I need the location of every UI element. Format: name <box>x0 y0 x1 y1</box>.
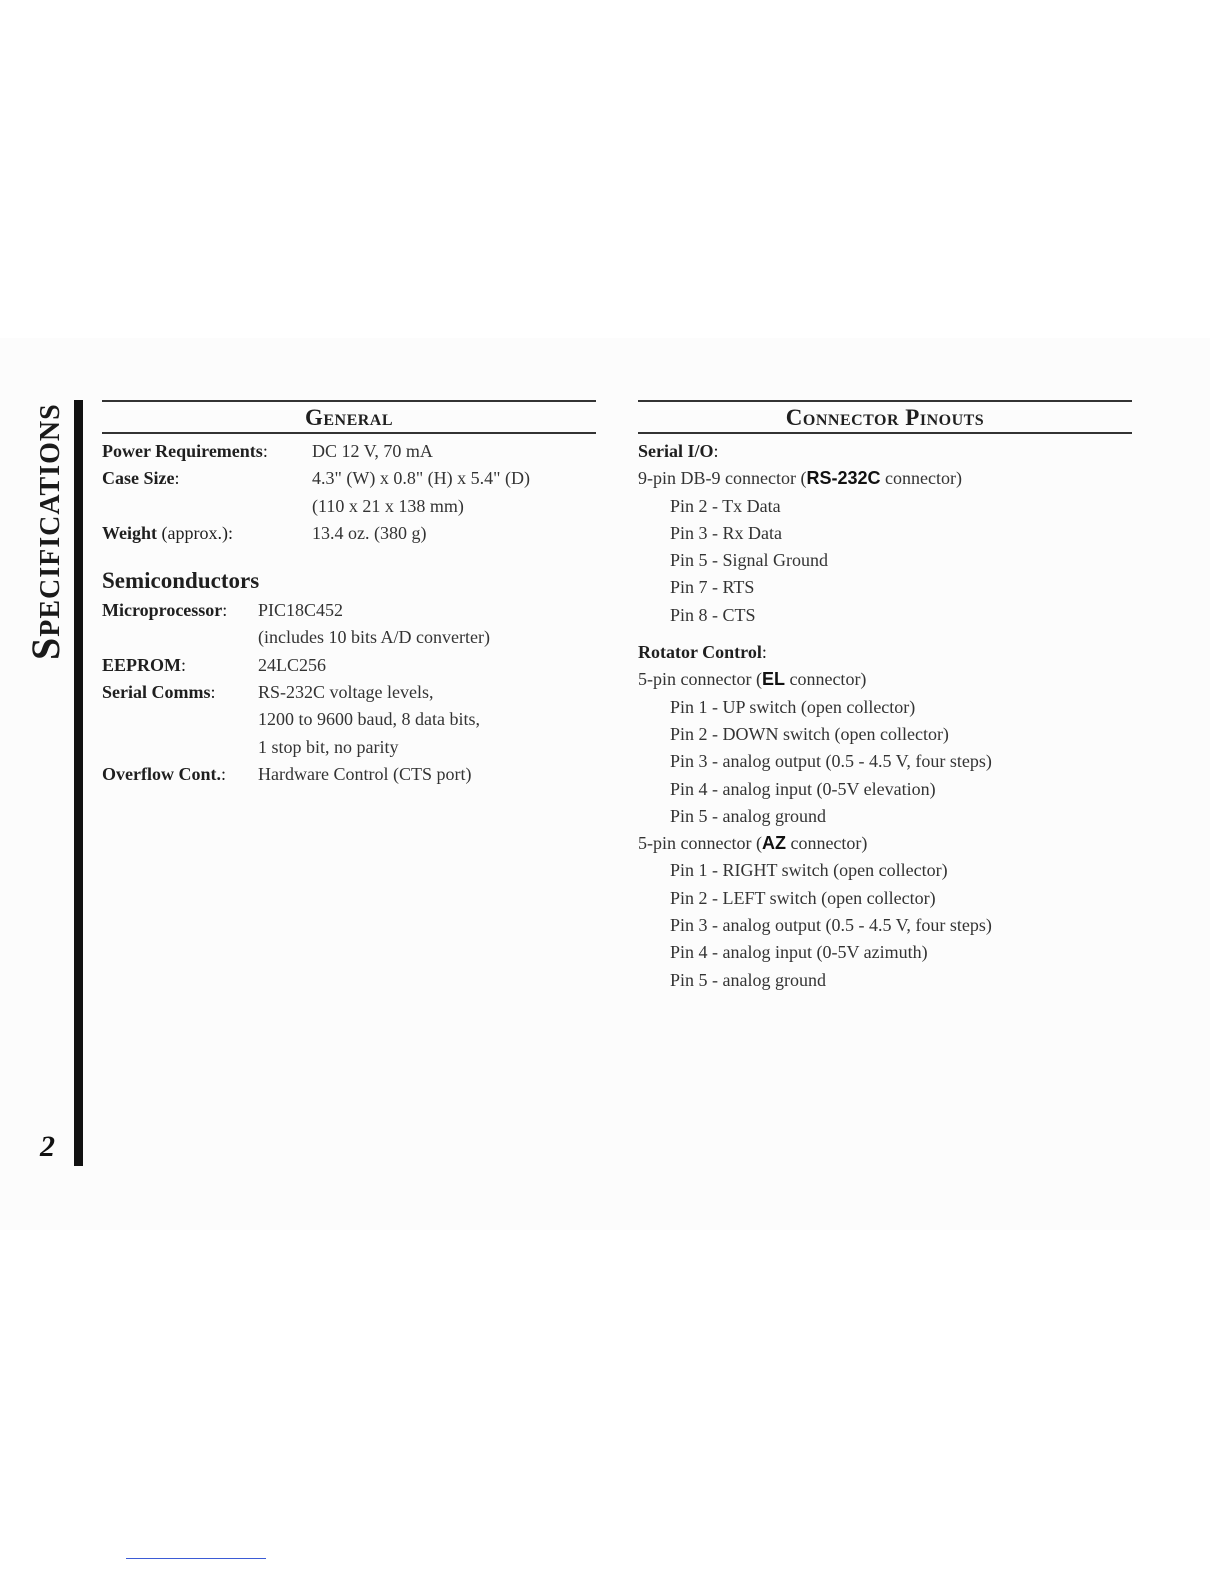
spec-label: Case Size <box>102 468 175 489</box>
spec-row-eeprom: EEPROM: 24LC256 <box>102 652 596 679</box>
serial-connector-line: 9-pin DB-9 connector (RS-232C connector) <box>638 468 962 489</box>
pin-item: Pin 2 - Tx Data <box>670 495 781 516</box>
connector-pinouts-heading: Connector Pinouts <box>638 400 1132 434</box>
spec-label: Overflow Cont. <box>102 763 221 784</box>
pin-item: Pin 2 - DOWN switch (open collector) <box>670 723 949 744</box>
pin-item: Pin 3 - analog output (0.5 - 4.5 V, four steps) <box>670 751 992 772</box>
rotator-control-heading: Rotator Control: <box>638 642 767 663</box>
pin-item: Pin 3 - analog output (0.5 - 4.5 V, four steps) <box>670 915 992 936</box>
az-connector-line: 5-pin connector (AZ connector) <box>638 833 868 854</box>
spec-value: (110 x 21 x 138 mm) <box>312 495 464 516</box>
pin-item: Pin 4 - analog input (0-5V elevation) <box>670 778 936 799</box>
spec-label: Power Requirements <box>102 441 263 461</box>
pin-item: Pin 1 - RIGHT switch (open collector) <box>670 860 948 881</box>
spec-label: EEPROM <box>102 654 181 675</box>
spec-value: 1200 to 9600 baud, 8 data bits, <box>258 709 480 730</box>
spec-value: DC 12 V, 70 mA <box>312 441 433 461</box>
pin-item: Pin 2 - LEFT switch (open collector) <box>670 887 936 908</box>
general-heading: General <box>102 400 596 434</box>
pin-item: Pin 5 - Signal Ground <box>670 550 829 571</box>
spec-row-serial-comms: Serial Comms: RS-232C voltage levels, 1200 to 9600 baud, 8 data bits, 1 stop bit, no parity <box>102 679 596 761</box>
spec-value: (includes 10 bits A/D converter) <box>258 627 490 648</box>
pin-item: Pin 5 - analog ground <box>670 805 826 826</box>
spec-value: PIC18C452 <box>258 600 344 621</box>
connector-name: AZ <box>761 833 786 854</box>
spec-label: Microprocessor <box>102 600 223 621</box>
serial-io-heading: Serial I/O: <box>638 441 719 461</box>
spec-value: 1 stop bit, no parity <box>258 736 399 757</box>
spec-value: 24LC256 <box>258 654 327 675</box>
page-number: 2 <box>40 1130 55 1163</box>
spec-value: Hardware Control (CTS port) <box>258 763 472 784</box>
connector-pinouts-column <box>638 400 1132 994</box>
pin-item: Pin 3 - Rx Data <box>670 522 782 543</box>
spec-label: Serial Comms <box>102 682 211 703</box>
pin-item: Pin 4 - analog input (0-5V azimuth) <box>670 942 928 963</box>
semiconductors-heading: Semiconductors <box>102 568 260 594</box>
general-column <box>102 400 596 788</box>
spec-value: RS-232C voltage levels, <box>258 682 434 703</box>
spec-value: 4.3" (W) x 0.8" (H) x 5.4" (D) <box>312 468 530 489</box>
spec-row-power: Power Requirements: DC 12 V, 70 mA <box>102 438 596 465</box>
spec-row-weight: Weight (approx.): 13.4 oz. (380 g) <box>102 520 596 547</box>
side-bar <box>74 400 83 1166</box>
underline-mark <box>126 1558 266 1559</box>
spec-value: 13.4 oz. (380 g) <box>312 522 427 543</box>
spec-label: Weight <box>102 522 158 543</box>
spec-row-microprocessor: Microprocessor: PIC18C452 (includes 10 bits A/D converter) <box>102 597 596 652</box>
pin-item: Pin 5 - analog ground <box>670 969 826 990</box>
spec-row-case-size: Case Size: 4.3" (W) x 0.8" (H) x 5.4" (D) (110 x 21 x 138 mm) <box>102 465 596 520</box>
connector-name: RS-232C <box>806 468 881 489</box>
connector-name: EL <box>761 669 785 690</box>
pin-item: Pin 8 - CTS <box>670 604 756 625</box>
side-title: Specifications <box>23 403 68 660</box>
spec-row-overflow: Overflow Cont.: Hardware Control (CTS port) <box>102 761 596 788</box>
pin-item: Pin 7 - RTS <box>670 577 755 598</box>
pin-item: Pin 1 - UP switch (open collector) <box>670 696 916 717</box>
el-connector-line: 5-pin connector (EL connector) <box>638 669 867 690</box>
